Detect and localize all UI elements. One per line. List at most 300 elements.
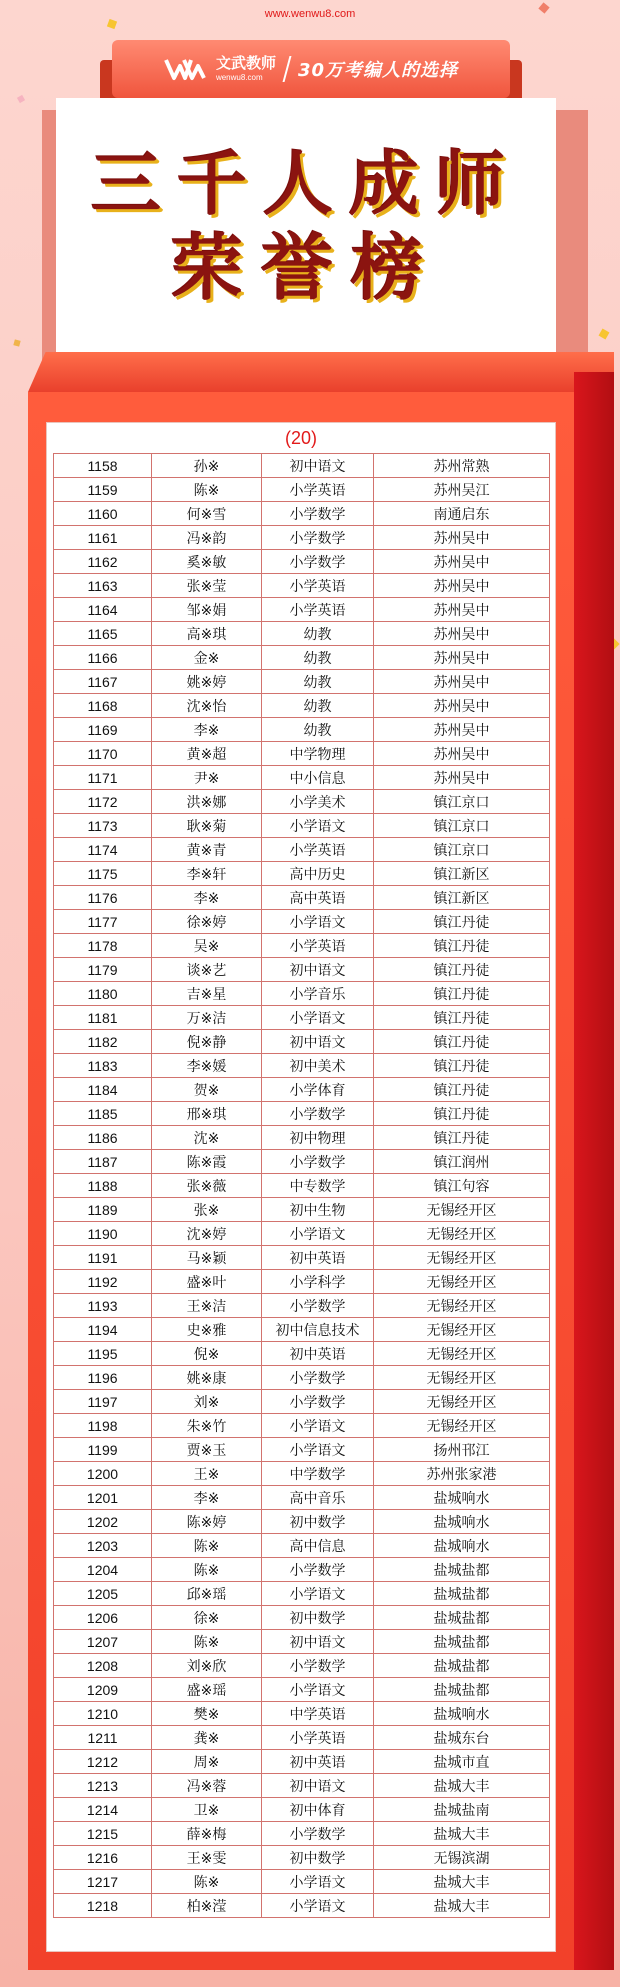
row-number: 1175 xyxy=(54,862,152,886)
teacher-name: 陈※霞 xyxy=(152,1150,262,1174)
region: 苏州吴中 xyxy=(374,526,550,550)
subject: 小学音乐 xyxy=(262,982,374,1006)
row-number: 1172 xyxy=(54,790,152,814)
region: 镇江丹徒 xyxy=(374,958,550,982)
subject: 小学语文 xyxy=(262,1678,374,1702)
table-row xyxy=(54,742,550,766)
table-row xyxy=(54,1750,550,1774)
row-number: 1158 xyxy=(54,454,152,478)
subject: 中学数学 xyxy=(262,1462,374,1486)
subject: 中小信息 xyxy=(262,766,374,790)
region: 盐城盐都 xyxy=(374,1582,550,1606)
table-row xyxy=(54,1486,550,1510)
teacher-name: 朱※竹 xyxy=(152,1414,262,1438)
region: 盐城东台 xyxy=(374,1726,550,1750)
subject: 小学英语 xyxy=(262,1726,374,1750)
table-row xyxy=(54,862,550,886)
teacher-name: 陈※ xyxy=(152,1534,262,1558)
subject: 小学数学 xyxy=(262,1822,374,1846)
region: 扬州邗江 xyxy=(374,1438,550,1462)
region: 苏州吴中 xyxy=(374,550,550,574)
teacher-name: 陈※ xyxy=(152,478,262,502)
table-row xyxy=(54,622,550,646)
teacher-name: 邹※娟 xyxy=(152,598,262,622)
table-row xyxy=(54,1678,550,1702)
teacher-name: 龚※ xyxy=(152,1726,262,1750)
region: 盐城大丰 xyxy=(374,1822,550,1846)
region: 盐城响水 xyxy=(374,1510,550,1534)
table-row xyxy=(54,1246,550,1270)
teacher-name: 姚※婷 xyxy=(152,670,262,694)
teacher-name: 樊※ xyxy=(152,1702,262,1726)
teacher-name: 李※轩 xyxy=(152,862,262,886)
brand-slogan: 30万考编人的选择 xyxy=(297,60,459,81)
row-number: 1201 xyxy=(54,1486,152,1510)
row-number: 1188 xyxy=(54,1174,152,1198)
teacher-name: 刘※ xyxy=(152,1390,262,1414)
teacher-name: 吴※ xyxy=(152,934,262,958)
confetti-decoration xyxy=(599,329,610,340)
table-row xyxy=(54,454,550,478)
teacher-name: 何※雪 xyxy=(152,502,262,526)
teacher-name: 邢※琪 xyxy=(152,1102,262,1126)
subject: 初中美术 xyxy=(262,1054,374,1078)
region: 苏州张家港 xyxy=(374,1462,550,1486)
row-number: 1210 xyxy=(54,1702,152,1726)
row-number: 1176 xyxy=(54,886,152,910)
subject: 初中生物 xyxy=(262,1198,374,1222)
region: 盐城大丰 xyxy=(374,1894,550,1918)
teacher-name: 倪※静 xyxy=(152,1030,262,1054)
table-row xyxy=(54,1006,550,1030)
subject: 中专数学 xyxy=(262,1174,374,1198)
teacher-name: 盛※瑶 xyxy=(152,1678,262,1702)
teacher-name: 邱※瑶 xyxy=(152,1582,262,1606)
teacher-name: 王※ xyxy=(152,1462,262,1486)
teacher-name: 陈※ xyxy=(152,1558,262,1582)
page-subtitle: 荣誉榜 xyxy=(170,224,441,310)
region: 无锡经开区 xyxy=(374,1342,550,1366)
teacher-name: 史※雅 xyxy=(152,1318,262,1342)
row-number: 1174 xyxy=(54,838,152,862)
subject: 小学数学 xyxy=(262,550,374,574)
teacher-name: 王※雯 xyxy=(152,1846,262,1870)
table-row xyxy=(54,814,550,838)
teacher-name: 高※琪 xyxy=(152,622,262,646)
subject: 小学语文 xyxy=(262,1222,374,1246)
table-row xyxy=(54,1702,550,1726)
table-row xyxy=(54,1174,550,1198)
row-number: 1218 xyxy=(54,1894,152,1918)
confetti-decoration xyxy=(13,339,20,346)
subject: 初中语文 xyxy=(262,1774,374,1798)
region: 盐城盐都 xyxy=(374,1678,550,1702)
table-row xyxy=(54,1102,550,1126)
row-number: 1162 xyxy=(54,550,152,574)
table-row xyxy=(54,1342,550,1366)
table-row xyxy=(54,766,550,790)
table-row xyxy=(54,1558,550,1582)
teacher-name: 柏※滢 xyxy=(152,1894,262,1918)
table-row xyxy=(54,526,550,550)
row-number: 1166 xyxy=(54,646,152,670)
row-number: 1204 xyxy=(54,1558,152,1582)
region: 无锡经开区 xyxy=(374,1270,550,1294)
region: 苏州吴中 xyxy=(374,718,550,742)
table-row xyxy=(54,550,550,574)
table-row xyxy=(54,1870,550,1894)
row-number: 1214 xyxy=(54,1798,152,1822)
brand-logo-icon xyxy=(164,56,206,82)
subject: 小学数学 xyxy=(262,1654,374,1678)
table-row xyxy=(54,1582,550,1606)
teacher-name: 陈※ xyxy=(152,1630,262,1654)
subject: 幼教 xyxy=(262,694,374,718)
table-row xyxy=(54,1198,550,1222)
table-row xyxy=(54,1270,550,1294)
subject: 初中物理 xyxy=(262,1126,374,1150)
subject: 初中语文 xyxy=(262,958,374,982)
teacher-name: 沈※ xyxy=(152,1126,262,1150)
table-row xyxy=(54,958,550,982)
teacher-name: 姚※康 xyxy=(152,1366,262,1390)
teacher-name: 张※ xyxy=(152,1198,262,1222)
row-number: 1209 xyxy=(54,1678,152,1702)
row-number: 1167 xyxy=(54,670,152,694)
table-row xyxy=(54,1294,550,1318)
subject: 幼教 xyxy=(262,646,374,670)
subject: 小学语文 xyxy=(262,910,374,934)
table-row xyxy=(54,1150,550,1174)
row-number: 1181 xyxy=(54,1006,152,1030)
row-number: 1160 xyxy=(54,502,152,526)
row-number: 1173 xyxy=(54,814,152,838)
teacher-name: 周※ xyxy=(152,1750,262,1774)
region: 苏州吴中 xyxy=(374,694,550,718)
row-number: 1170 xyxy=(54,742,152,766)
region: 苏州常熟 xyxy=(374,454,550,478)
teacher-name: 李※ xyxy=(152,718,262,742)
region: 盐城大丰 xyxy=(374,1870,550,1894)
region: 镇江句容 xyxy=(374,1174,550,1198)
region: 苏州吴中 xyxy=(374,670,550,694)
teacher-name: 徐※婷 xyxy=(152,910,262,934)
teacher-name: 盛※叶 xyxy=(152,1270,262,1294)
subject: 初中语文 xyxy=(262,454,374,478)
row-number: 1202 xyxy=(54,1510,152,1534)
row-number: 1190 xyxy=(54,1222,152,1246)
region: 镇江丹徒 xyxy=(374,982,550,1006)
row-number: 1194 xyxy=(54,1318,152,1342)
region: 无锡经开区 xyxy=(374,1414,550,1438)
teacher-name: 黄※超 xyxy=(152,742,262,766)
brand-tag xyxy=(112,40,510,98)
row-number: 1203 xyxy=(54,1534,152,1558)
row-number: 1199 xyxy=(54,1438,152,1462)
row-number: 1161 xyxy=(54,526,152,550)
subject: 小学英语 xyxy=(262,598,374,622)
watermark: www.wenwu8.com xyxy=(264,8,356,20)
subject: 小学语文 xyxy=(262,1894,374,1918)
subject: 初中英语 xyxy=(262,1750,374,1774)
panel-top-face xyxy=(28,352,614,392)
subject: 幼教 xyxy=(262,622,374,646)
teacher-name: 李※媛 xyxy=(152,1054,262,1078)
table-row xyxy=(54,598,550,622)
region: 镇江新区 xyxy=(374,862,550,886)
subject: 小学英语 xyxy=(262,838,374,862)
teacher-name: 马※颖 xyxy=(152,1246,262,1270)
region: 镇江新区 xyxy=(374,886,550,910)
subject: 初中英语 xyxy=(262,1342,374,1366)
table-row xyxy=(54,1822,550,1846)
page-title: 三千人成师 xyxy=(91,141,521,225)
table-row xyxy=(54,646,550,670)
region: 镇江丹徒 xyxy=(374,1126,550,1150)
row-number: 1169 xyxy=(54,718,152,742)
teacher-name: 洪※娜 xyxy=(152,790,262,814)
table-row xyxy=(54,718,550,742)
table-row xyxy=(54,1510,550,1534)
region: 无锡经开区 xyxy=(374,1246,550,1270)
region: 镇江京口 xyxy=(374,790,550,814)
region: 盐城响水 xyxy=(374,1534,550,1558)
subject: 高中英语 xyxy=(262,886,374,910)
table-row xyxy=(54,1654,550,1678)
teacher-name: 沈※婷 xyxy=(152,1222,262,1246)
row-number: 1182 xyxy=(54,1030,152,1054)
teacher-name: 耿※菊 xyxy=(152,814,262,838)
subject: 小学语文 xyxy=(262,1870,374,1894)
region: 无锡经开区 xyxy=(374,1390,550,1414)
table-row xyxy=(54,1894,550,1918)
subject: 初中数学 xyxy=(262,1510,374,1534)
teacher-name: 倪※ xyxy=(152,1342,262,1366)
region: 镇江京口 xyxy=(374,838,550,862)
table-row xyxy=(54,1366,550,1390)
title-board xyxy=(56,98,556,354)
region: 盐城盐都 xyxy=(374,1630,550,1654)
region: 镇江丹徒 xyxy=(374,1006,550,1030)
region: 盐城响水 xyxy=(374,1486,550,1510)
row-number: 1183 xyxy=(54,1054,152,1078)
table-row xyxy=(54,1054,550,1078)
table-row xyxy=(54,838,550,862)
subject: 初中体育 xyxy=(262,1798,374,1822)
region: 无锡经开区 xyxy=(374,1294,550,1318)
subject: 小学语文 xyxy=(262,1006,374,1030)
subject: 小学体育 xyxy=(262,1078,374,1102)
table-row xyxy=(54,1318,550,1342)
subject: 中学英语 xyxy=(262,1702,374,1726)
subject: 小学数学 xyxy=(262,1366,374,1390)
table-row xyxy=(54,1414,550,1438)
row-number: 1179 xyxy=(54,958,152,982)
teacher-name: 孙※ xyxy=(152,454,262,478)
subject: 小学语文 xyxy=(262,1438,374,1462)
row-number: 1193 xyxy=(54,1294,152,1318)
teacher-name: 谈※艺 xyxy=(152,958,262,982)
row-number: 1196 xyxy=(54,1366,152,1390)
subject: 小学科学 xyxy=(262,1270,374,1294)
region: 南通启东 xyxy=(374,502,550,526)
row-number: 1191 xyxy=(54,1246,152,1270)
table-row xyxy=(54,1462,550,1486)
table-row xyxy=(54,1726,550,1750)
table-row xyxy=(54,694,550,718)
subject: 小学英语 xyxy=(262,574,374,598)
teacher-name: 冯※韵 xyxy=(152,526,262,550)
row-number: 1168 xyxy=(54,694,152,718)
region: 苏州吴中 xyxy=(374,622,550,646)
subject: 幼教 xyxy=(262,670,374,694)
subject: 幼教 xyxy=(262,718,374,742)
region: 无锡经开区 xyxy=(374,1366,550,1390)
subject: 小学英语 xyxy=(262,934,374,958)
table-row xyxy=(54,478,550,502)
subject: 小学数学 xyxy=(262,1294,374,1318)
row-number: 1215 xyxy=(54,1822,152,1846)
region: 无锡滨湖 xyxy=(374,1846,550,1870)
divider xyxy=(282,56,291,82)
row-number: 1164 xyxy=(54,598,152,622)
region: 盐城盐南 xyxy=(374,1798,550,1822)
row-number: 1177 xyxy=(54,910,152,934)
teacher-name: 刘※欣 xyxy=(152,1654,262,1678)
page-number: (20) xyxy=(284,428,317,448)
table-row xyxy=(54,1606,550,1630)
subject: 小学数学 xyxy=(262,526,374,550)
teacher-name: 薛※梅 xyxy=(152,1822,262,1846)
region: 盐城响水 xyxy=(374,1702,550,1726)
region: 镇江丹徒 xyxy=(374,934,550,958)
teacher-name: 王※洁 xyxy=(152,1294,262,1318)
teacher-name: 张※薇 xyxy=(152,1174,262,1198)
table-row xyxy=(54,790,550,814)
region: 镇江丹徒 xyxy=(374,1102,550,1126)
table-row xyxy=(54,1774,550,1798)
subject: 高中历史 xyxy=(262,862,374,886)
region: 苏州吴江 xyxy=(374,478,550,502)
subject: 小学数学 xyxy=(262,1102,374,1126)
table-row xyxy=(54,1078,550,1102)
teacher-name: 奚※敏 xyxy=(152,550,262,574)
row-number: 1184 xyxy=(54,1078,152,1102)
teacher-name: 卫※ xyxy=(152,1798,262,1822)
table-row xyxy=(54,502,550,526)
subject: 小学语文 xyxy=(262,1414,374,1438)
teacher-name: 李※ xyxy=(152,886,262,910)
row-number: 1217 xyxy=(54,1870,152,1894)
subject: 初中信息技术 xyxy=(262,1318,374,1342)
subject: 初中英语 xyxy=(262,1246,374,1270)
table-row xyxy=(54,1438,550,1462)
region: 苏州吴中 xyxy=(374,574,550,598)
region: 盐城大丰 xyxy=(374,1774,550,1798)
row-number: 1211 xyxy=(54,1726,152,1750)
region: 苏州吴中 xyxy=(374,646,550,670)
row-number: 1206 xyxy=(54,1606,152,1630)
row-number: 1205 xyxy=(54,1582,152,1606)
teacher-name: 陈※ xyxy=(152,1870,262,1894)
region: 盐城盐都 xyxy=(374,1654,550,1678)
subject: 小学语文 xyxy=(262,814,374,838)
region: 镇江丹徒 xyxy=(374,1030,550,1054)
table-row xyxy=(54,1798,550,1822)
table-row xyxy=(54,934,550,958)
row-number: 1171 xyxy=(54,766,152,790)
row-number: 1189 xyxy=(54,1198,152,1222)
region: 盐城盐都 xyxy=(374,1558,550,1582)
brand-domain: wenwu8.com xyxy=(215,73,263,82)
region: 苏州吴中 xyxy=(374,766,550,790)
table-row xyxy=(54,982,550,1006)
table-row xyxy=(54,1030,550,1054)
teacher-name: 冯※蓉 xyxy=(152,1774,262,1798)
row-number: 1186 xyxy=(54,1126,152,1150)
subject: 小学数学 xyxy=(262,1150,374,1174)
subject: 高中音乐 xyxy=(262,1486,374,1510)
row-number: 1178 xyxy=(54,934,152,958)
region: 镇江京口 xyxy=(374,814,550,838)
teacher-name: 李※ xyxy=(152,1486,262,1510)
table-row xyxy=(54,1222,550,1246)
confetti-decoration xyxy=(17,95,25,103)
row-number: 1185 xyxy=(54,1102,152,1126)
subject: 初中语文 xyxy=(262,1030,374,1054)
subject: 小学英语 xyxy=(262,478,374,502)
region: 镇江丹徒 xyxy=(374,1078,550,1102)
brand-logo-text xyxy=(216,56,276,82)
row-number: 1180 xyxy=(54,982,152,1006)
region: 盐城盐都 xyxy=(374,1606,550,1630)
row-number: 1207 xyxy=(54,1630,152,1654)
row-number: 1198 xyxy=(54,1414,152,1438)
row-number: 1208 xyxy=(54,1654,152,1678)
panel-side-face xyxy=(574,372,614,1970)
honor-roll-table xyxy=(53,453,550,1918)
table-row xyxy=(54,1126,550,1150)
region: 无锡经开区 xyxy=(374,1222,550,1246)
teacher-name: 吉※星 xyxy=(152,982,262,1006)
region: 盐城市直 xyxy=(374,1750,550,1774)
table-row xyxy=(54,910,550,934)
table-row xyxy=(54,1630,550,1654)
table-row xyxy=(54,1534,550,1558)
row-number: 1216 xyxy=(54,1846,152,1870)
row-number: 1212 xyxy=(54,1750,152,1774)
teacher-name: 黄※青 xyxy=(152,838,262,862)
row-number: 1213 xyxy=(54,1774,152,1798)
teacher-name: 万※洁 xyxy=(152,1006,262,1030)
subject: 中学物理 xyxy=(262,742,374,766)
table-row xyxy=(54,670,550,694)
table-row xyxy=(54,1390,550,1414)
region: 无锡经开区 xyxy=(374,1198,550,1222)
row-number: 1197 xyxy=(54,1390,152,1414)
table-row xyxy=(54,886,550,910)
subject: 小学数学 xyxy=(262,1558,374,1582)
teacher-name: 沈※怡 xyxy=(152,694,262,718)
subject: 小学数学 xyxy=(262,1390,374,1414)
brand-name: 文武教师 xyxy=(215,54,276,72)
row-number: 1192 xyxy=(54,1270,152,1294)
subject: 小学数学 xyxy=(262,502,374,526)
row-number: 1163 xyxy=(54,574,152,598)
region: 苏州吴中 xyxy=(374,598,550,622)
teacher-name: 尹※ xyxy=(152,766,262,790)
region: 镇江丹徒 xyxy=(374,1054,550,1078)
